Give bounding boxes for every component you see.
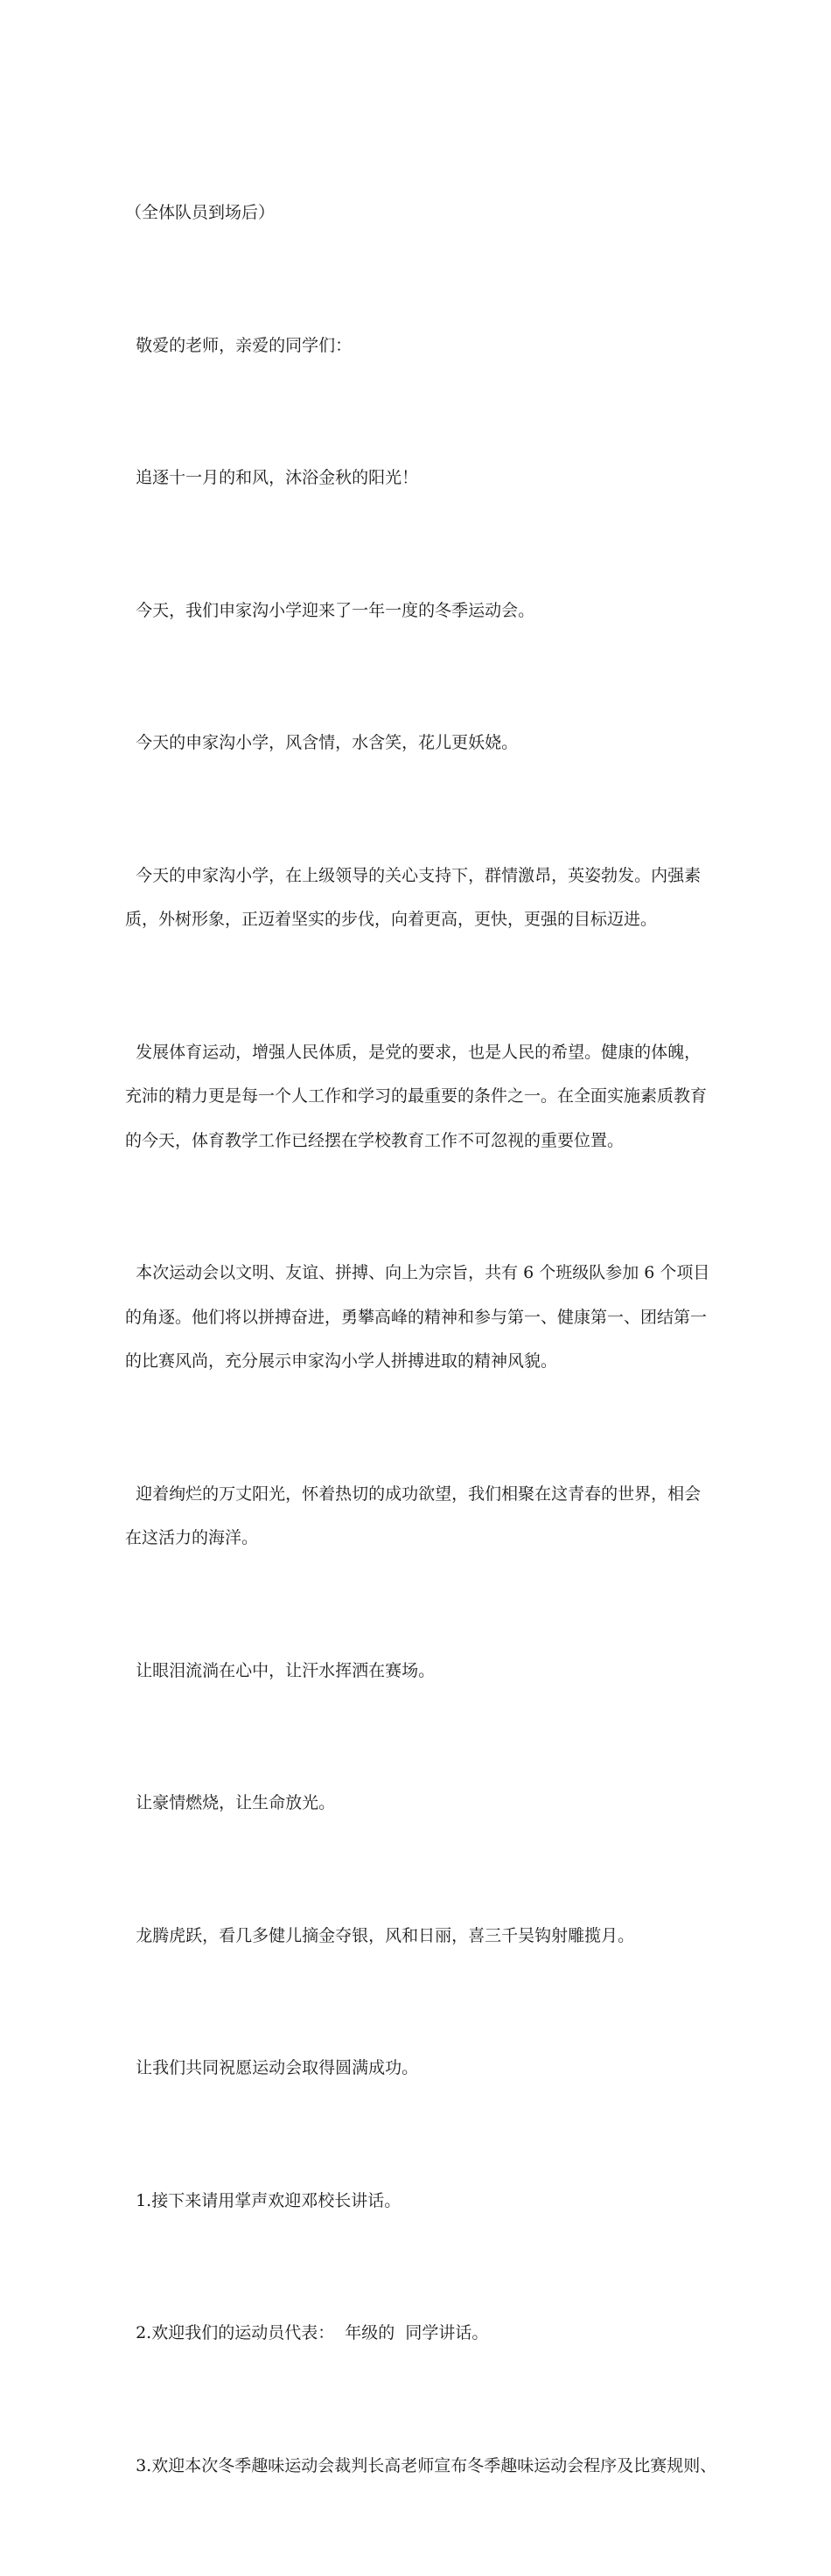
- paragraph-salutation: 敬爱的老师，亲爱的同学们：: [125, 335, 353, 355]
- paragraph-wish: 让我们共同祝愿运动会取得圆满成功。: [125, 2058, 419, 2077]
- paragraph-item-3: 3.欢迎本次冬季趣味运动会裁判长高老师宣布冬季趣味运动会程序及比赛规则、: [125, 2455, 717, 2475]
- paragraph-opening-line: 追逐十一月的和风，沐浴金秋的阳光！: [125, 468, 419, 487]
- paragraph-sunshine: 迎着绚烂的万丈阳光，怀着热切的成功欲望，我们相聚在这青春的世界，相会在这活力的海洋。: [125, 1483, 702, 1547]
- paragraph-tears-sweat: 让眼泪流淌在心中，让汗水挥洒在赛场。: [125, 1660, 436, 1680]
- paragraph-school-scene: 今天的申家沟小学，风含情，水含笑，花儿更妖娆。: [125, 733, 519, 752]
- paragraph-dragon-tiger: 龙腾虎跃，看几多健儿摘金夺银，风和日丽，喜三千吴钩射雕揽月。: [125, 1925, 635, 1945]
- paragraph-arrival-note: （全体队员到场后）: [125, 203, 276, 222]
- paragraph-school-spirit: 今天的申家沟小学，在上级领导的关心支持下，群情激昂，英姿勃发。内强素质，外树形象，正迈着坚实的步伐，向着更高，更快，更强的目标迈进。: [125, 865, 702, 929]
- paragraph-event-intro: 今天，我们申家沟小学迎来了一年一度的冬季运动会。: [125, 600, 535, 620]
- paragraph-sports-purpose: 发展体育运动，增强人民体质，是党的要求，也是人民的希望。健康的体魄，充沛的精力更是每一个人工作和学习的最重要的条件之一。在全面实施素质教育的今天，体育教学工作已经摆在学校教育工作不可忽视的重要位置。: [125, 1042, 708, 1150]
- paragraph-event-theme: 本次运动会以文明、友谊、拼搏、向上为宗旨，共有 6 个班级队参加 6 个项目的角逐。他们将以拼搏奋进，勇攀高峰的精神和参与第一、健康第一、团结第一的比赛风尚，充分展示申家沟小学人拼搏进取的精神风貌。: [125, 1263, 710, 1371]
- paragraph-item-1: 1.接下来请用掌声欢迎邓校长讲话。: [125, 2190, 402, 2210]
- paragraph-item-2: 2.欢迎我们的运动员代表： 年级的 同学讲话。: [125, 2323, 489, 2342]
- document-body: [125, 102, 716, 2576]
- paragraph-passion: 让豪情燃烧，让生命放光。: [125, 1793, 336, 1812]
